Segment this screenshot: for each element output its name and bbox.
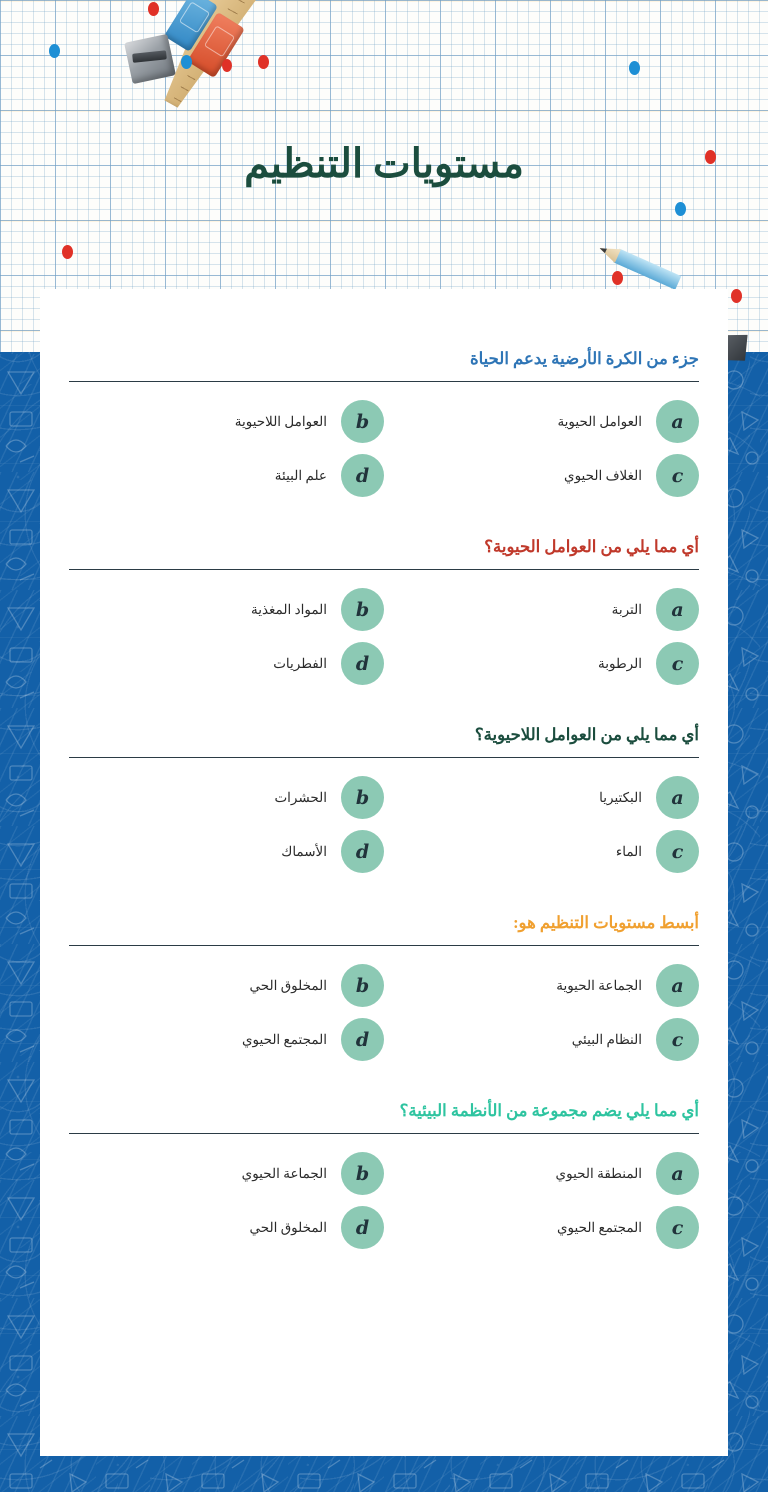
option-label: المجتمع الحيوي — [241, 1031, 327, 1047]
option-b[interactable] — [69, 400, 384, 443]
wooden-ruler-decoration — [144, 0, 290, 119]
question-title: أبسط مستويات التنظيم هو: — [513, 913, 699, 932]
option-letter-bubble[interactable]: d — [341, 642, 384, 685]
option-letter-bubble[interactable]: b — [341, 1152, 384, 1195]
option-letter-bubble[interactable]: d — [341, 1206, 384, 1249]
option-letter-bubble[interactable]: c — [656, 454, 699, 497]
option-c[interactable] — [384, 454, 699, 497]
question-divider — [69, 1133, 699, 1134]
option-letter-bubble[interactable]: a — [656, 776, 699, 819]
option-a[interactable] — [384, 776, 699, 819]
option-label: المنطقة الحيوي — [555, 1165, 642, 1181]
option-label: التربة — [611, 601, 642, 617]
question-divider — [69, 757, 699, 758]
option-letter-bubble[interactable]: b — [341, 776, 384, 819]
option-a[interactable] — [384, 400, 699, 443]
option-c[interactable] — [384, 1018, 699, 1061]
question-title: أي مما يلي من العوامل اللاحيوية؟ — [474, 725, 699, 744]
blue-pencil-decoration — [597, 241, 682, 290]
question-block — [69, 1101, 699, 1249]
option-letter-bubble[interactable]: c — [656, 1018, 699, 1061]
questions-list — [40, 289, 728, 1249]
option-label: الجماعة الحيوية — [556, 977, 642, 993]
option-a[interactable] — [384, 964, 699, 1007]
options-grid — [69, 964, 699, 1061]
ruler-ticks-decoration — [150, 0, 283, 113]
option-letter-bubble[interactable]: b — [341, 588, 384, 631]
option-label: العوامل اللاحيوية — [234, 413, 327, 429]
page-title: مستويات التنظيم — [244, 141, 524, 186]
option-b[interactable] — [69, 588, 384, 631]
option-letter-bubble[interactable]: c — [656, 642, 699, 685]
options-grid — [69, 400, 699, 497]
worksheet-card — [40, 289, 728, 1456]
option-c[interactable] — [384, 642, 699, 685]
option-a[interactable] — [384, 1152, 699, 1195]
option-b[interactable] — [69, 964, 384, 1007]
option-d[interactable] — [69, 1018, 384, 1061]
question-title: جزء من الكرة الأرضية يدعم الحياة — [470, 349, 699, 368]
option-c[interactable] — [384, 1206, 699, 1249]
option-letter-bubble[interactable]: b — [341, 400, 384, 443]
question-block — [69, 349, 699, 497]
blue-eraser-decoration — [164, 0, 218, 52]
option-b[interactable] — [69, 1152, 384, 1195]
question-block — [69, 913, 699, 1061]
orange-eraser-decoration — [187, 12, 245, 78]
option-letter-bubble[interactable]: d — [341, 454, 384, 497]
option-label: المواد المغذية — [250, 601, 327, 617]
option-c[interactable] — [384, 830, 699, 873]
option-letter-bubble[interactable]: a — [656, 400, 699, 443]
option-letter-bubble[interactable]: a — [656, 964, 699, 1007]
option-label: الغلاف الحيوي — [564, 467, 642, 483]
option-label: البكتيريا — [599, 789, 642, 805]
option-label: الحشرات — [274, 789, 327, 805]
option-d[interactable] — [69, 642, 384, 685]
option-label: الماء — [615, 843, 642, 859]
question-title: أي مما يلي من العوامل الحيوية؟ — [484, 537, 699, 556]
question-block — [69, 537, 699, 685]
option-label: الجماعة الحيوي — [241, 1165, 327, 1181]
option-letter-bubble[interactable]: a — [656, 588, 699, 631]
question-block — [69, 725, 699, 873]
option-d[interactable] — [69, 454, 384, 497]
option-label: الفطريات — [273, 655, 327, 671]
option-label: المجتمع الحيوي — [556, 1219, 642, 1235]
option-label: النظام البيئي — [571, 1031, 642, 1047]
options-grid — [69, 1152, 699, 1249]
option-label: الأسماك — [281, 843, 327, 859]
option-letter-bubble[interactable]: b — [341, 964, 384, 1007]
option-letter-bubble[interactable]: c — [656, 1206, 699, 1249]
option-label: المخلوق الحي — [249, 1219, 327, 1235]
options-grid — [69, 776, 699, 873]
option-b[interactable] — [69, 776, 384, 819]
option-label: الرطوبة — [597, 655, 642, 671]
option-letter-bubble[interactable]: c — [656, 830, 699, 873]
question-title: أي مما يلي يضم مجموعة من الأنظمة البيئية؟ — [399, 1101, 699, 1120]
option-letter-bubble[interactable]: d — [341, 1018, 384, 1061]
option-label: علم البيئة — [274, 467, 327, 483]
option-d[interactable] — [69, 830, 384, 873]
option-label: المخلوق الحي — [249, 977, 327, 993]
option-letter-bubble[interactable]: d — [341, 830, 384, 873]
question-divider — [69, 945, 699, 946]
option-d[interactable] — [69, 1206, 384, 1249]
options-grid — [69, 588, 699, 685]
option-a[interactable] — [384, 588, 699, 631]
pencil-sharpener-decoration — [124, 34, 176, 84]
question-divider — [69, 381, 699, 382]
option-label: العوامل الحيوية — [557, 413, 642, 429]
question-divider — [69, 569, 699, 570]
option-letter-bubble[interactable]: a — [656, 1152, 699, 1195]
